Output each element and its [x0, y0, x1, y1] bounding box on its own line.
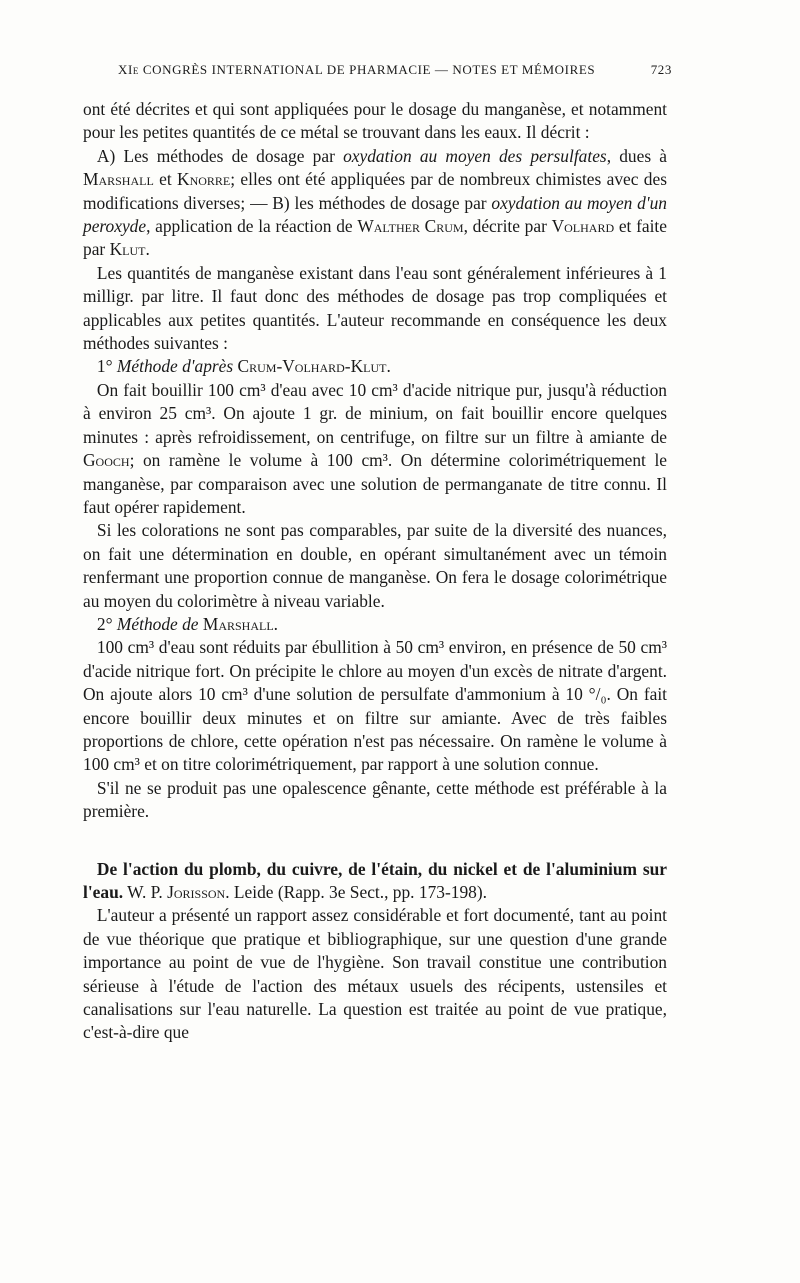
- paragraph: ont été décrites et qui sont appliquées pour le dosage du manganèse, et notamment pour les petites quantités de ce métal se trouvant dans les eaux. Il décrit :: [83, 99, 667, 143]
- body-text: [83, 98, 667, 1045]
- text-run: .: [386, 356, 391, 377]
- author-name: Marshall: [83, 169, 154, 190]
- text-run: 1°: [96, 356, 117, 377]
- author-name: Knorre: [177, 169, 231, 190]
- text-run: ; elles ont été appliquées par de nombreux chimistes avec des modifications diverses; — B) les méthodes de dosage par: [83, 169, 667, 213]
- text-run: ; on ramène le volume à 100 cm³. On détermine colorimétriquement le manganèse, par comparaison avec une solution de permanganate de titre connu. Il faut opérer rapidement.: [83, 450, 667, 517]
- page-number: 723: [650, 62, 672, 77]
- source-reference: . Leide (Rapp. 3e Sect., pp. 173-198).: [225, 882, 487, 902]
- paragraph: L'auteur a présenté un rapport assez considérable et fort documenté, tant au point de vue théorique que pratique et bibliographique, sur une question d'une grande importance au point de vue de l'hygiène. Son travail constitue une contribution sérieuse à l'étude de l'action des métaux usuels des récipents, ustensiles et canalisations sur l'eau naturelle. La question est traitée au point de vue pratique, c'est-à-dire que: [83, 905, 667, 1043]
- author-name: Marshall: [202, 613, 274, 634]
- author-name: Gooch: [83, 450, 130, 471]
- text-run: Méthode de: [116, 613, 203, 634]
- text-run: A) Les méthodes de dosage par: [96, 145, 344, 166]
- paragraph: Les quantités de manganèse existant dans l'eau sont généralement inférieures à 1 milligr. par litre. Il faut donc des méthodes de dosage pas trop compliquées et applicables aux petites quantités. L'auteur recommande en conséquence les deux méthodes suivantes :: [83, 262, 667, 354]
- author-name: Crum-Volhard-Klut: [237, 356, 387, 377]
- running-header: [118, 62, 672, 78]
- text-run: , décrite par: [463, 216, 552, 237]
- author-name: Klut: [109, 239, 146, 260]
- text-run: , application de la réaction de: [146, 216, 358, 237]
- author-name: Volhard: [551, 216, 615, 237]
- text-run: oxydation au moyen d'un peroxyde: [83, 192, 667, 237]
- text-run: On fait bouillir 100 cm³ d'eau avec 10 cm³ d'acide nitrique pur, jusqu'à réduction à environ 25 cm³. On ajoute 1 gr. de minium, on fait bouillir encore quelques minutes : après refroidissement, on centrifuge, on filtre sur un filtre à amiante de: [83, 379, 667, 447]
- text-run: , dues à: [606, 145, 668, 166]
- paragraph: [83, 379, 667, 519]
- running-head: XIe CONGRÈS INTERNATIONAL DE PHARMACIE — NOTES ET MÉMOIRES: [118, 62, 596, 77]
- paragraph: 100 cm³ d'eau sont réduits par ébullition à 50 cm³ environ, en présence de 50 cm³ d'acide nitrique fort. On précipite le chlore au moyen d'un excès de nitrate d'argent. On ajoute alors 10 cm³ d'une solution de persulfate d'ammonium à 10 °/₀. On fait encore bouillir deux minutes et on filtre sur amiante. Avec de très faibles proportions de chlore, cette opération n'est pas nécessaire. On ramène le volume à 100 cm³ et on titre colorimétriquement, par rapport à une solution connue.: [83, 637, 667, 775]
- text-run: .: [145, 239, 150, 260]
- text-run: et: [153, 169, 178, 190]
- method-heading: [83, 613, 667, 636]
- text-run: .: [273, 613, 279, 634]
- author-name: Walther Crum: [357, 216, 464, 237]
- text-run: et faite par: [83, 216, 667, 260]
- text-run: Méthode d'après: [116, 356, 238, 377]
- section-spacer: [83, 824, 667, 858]
- section-title: De l'action du plomb, du cuivre, de l'étain, du nickel et de l'aluminium sur l'eau.: [83, 858, 667, 902]
- text-run: oxydation au moyen des persulfates: [343, 145, 607, 166]
- text-run: 2°: [96, 613, 117, 634]
- method-heading: [83, 355, 667, 378]
- author-name: Jorisson: [167, 882, 226, 902]
- paragraph: Si les colorations ne sont pas comparables, par suite de la diversité des nuances, on fait une détermination en double, en opérant simultanément avec un témoin renfermant une proportion connue de manganèse. On fera le dosage colorimétrique au moyen du colorimètre à niveau variable.: [83, 520, 667, 611]
- text-run: W. P.: [123, 882, 168, 902]
- paragraph: [83, 145, 667, 262]
- section-heading: [83, 858, 667, 905]
- paragraph: S'il ne se produit pas une opalescence gênante, cette méthode est préférable à la première.: [83, 777, 667, 822]
